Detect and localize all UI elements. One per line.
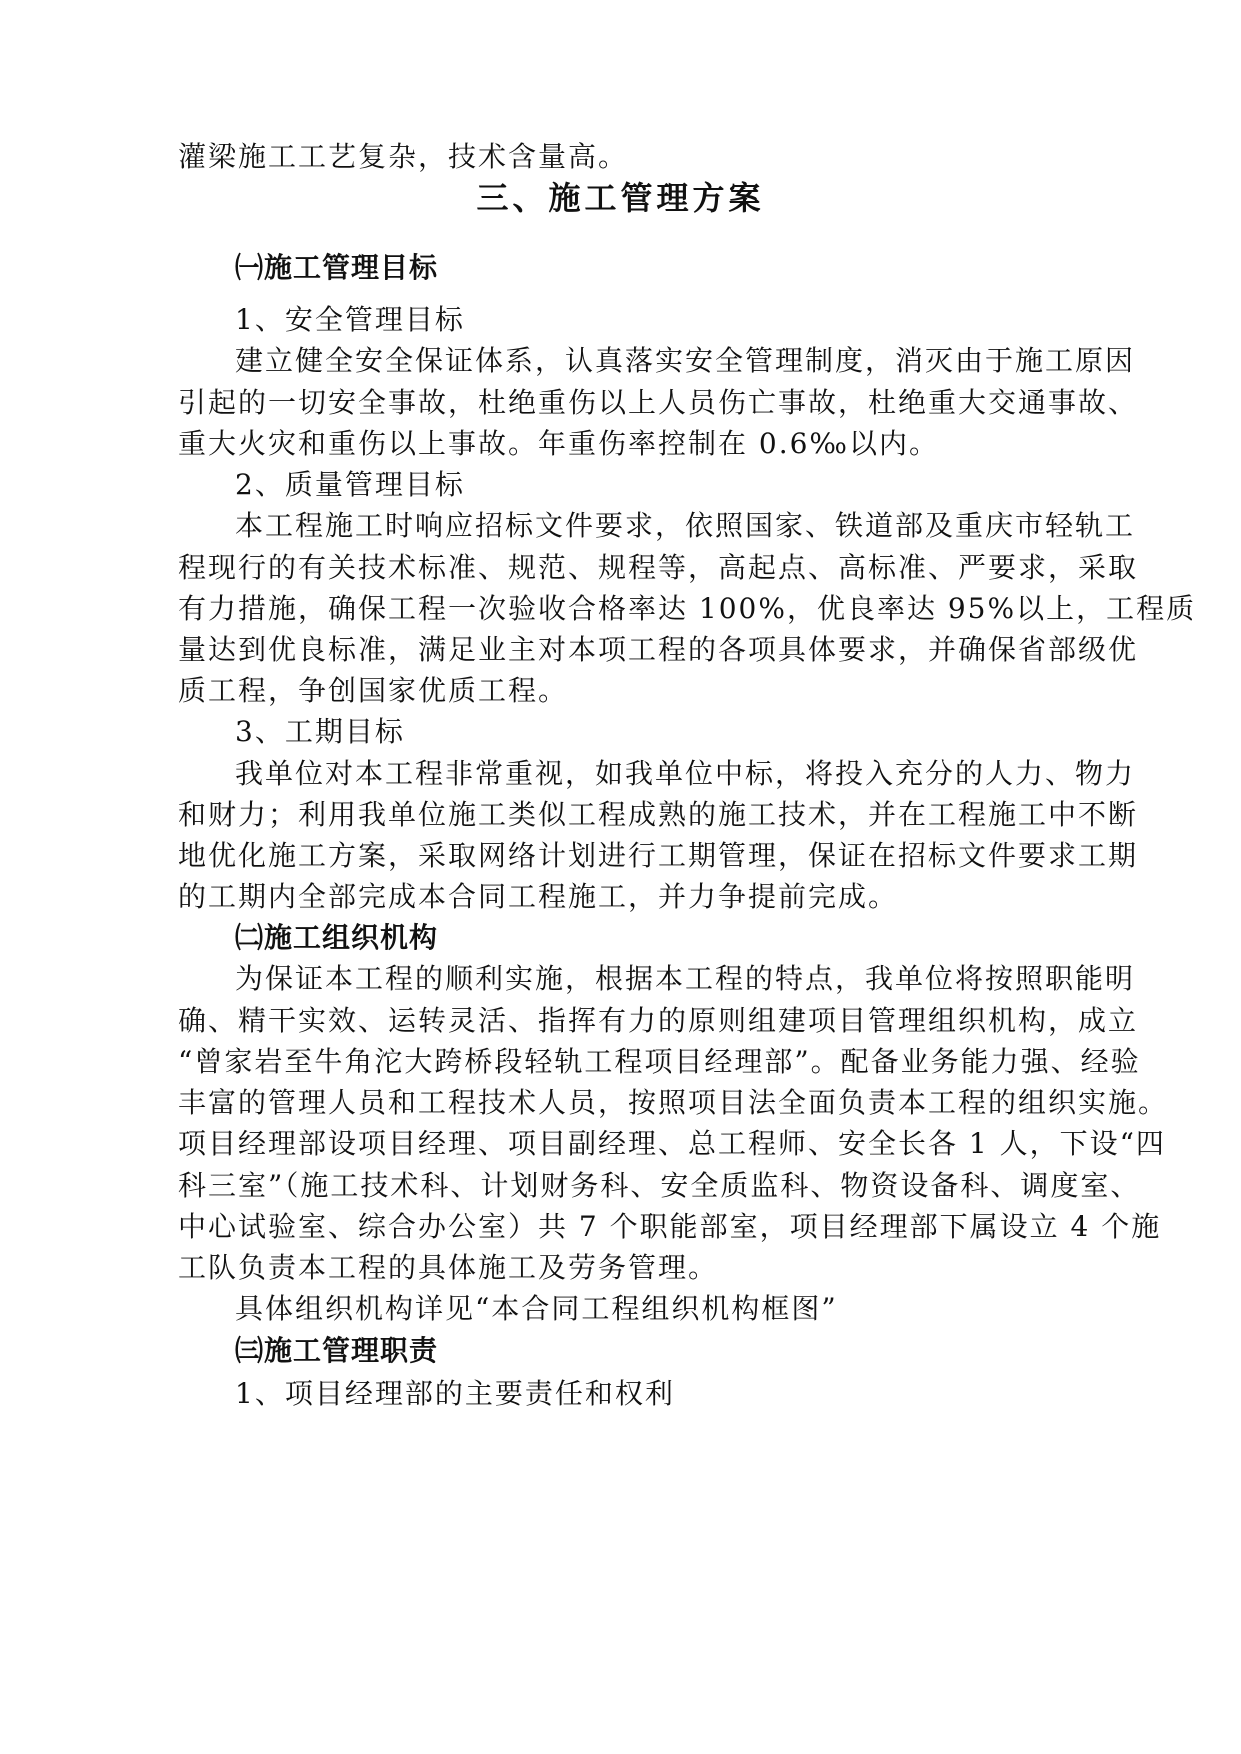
section1-item3-title: 3、工期目标 (235, 715, 405, 748)
section2-reference: 具体组织机构详见“本合同工程组织机构框图” (235, 1292, 838, 1325)
chapter-title: 三、施工管理方案 (476, 179, 765, 217)
intro-tail-line: 灌梁施工工艺复杂，技术含量高。 (178, 140, 629, 173)
paragraph-line: 和财力；利用我单位施工类似工程成熟的施工技术，并在工程施工中不断 (178, 798, 1139, 831)
paragraph-line: 工队负责本工程的具体施工及劳务管理。 (178, 1251, 719, 1284)
section1-item1-title: 1、安全管理目标 (235, 303, 465, 336)
section3-heading: ㈢施工管理职责 (235, 1334, 439, 1367)
section3-item1-title: 1、项目经理部的主要责任和权利 (235, 1377, 675, 1410)
section2-heading: ㈡施工组织机构 (235, 921, 439, 954)
paragraph-line: 质工程，争创国家优质工程。 (178, 674, 569, 707)
paragraph-line: 地优化施工方案，采取网络计划进行工期管理，保证在招标文件要求工期 (178, 839, 1139, 872)
paragraph-line: 量达到优良标准，满足业主对本项工程的各项具体要求，并确保省部级优 (178, 633, 1139, 666)
paragraph-line: 为保证本工程的顺利实施，根据本工程的特点，我单位将按照职能明 (235, 962, 1136, 995)
paragraph-line: 的工期内全部完成本合同工程施工，并力争提前完成。 (178, 880, 899, 913)
paragraph-line: “曾家岩至牛角沱大跨桥段轻轨工程项目经理部”。配备业务能力强、经验 (178, 1045, 1141, 1078)
paragraph-line: 确、精干实效、运转灵活、指挥有力的原则组建项目管理组织机构，成立 (178, 1004, 1139, 1037)
paragraph-line: 程现行的有关技术标准、规范、规程等，高起点、高标准、严要求，采取 (178, 551, 1139, 584)
paragraph-line: 建立健全安全保证体系，认真落实安全管理制度，消灭由于施工原因 (235, 344, 1136, 377)
paragraph-line: 丰富的管理人员和工程技术人员，按照项目法全面负责本工程的组织实施。 (178, 1086, 1169, 1119)
paragraph-line: 本工程施工时响应招标文件要求，依照国家、铁道部及重庆市轻轨工 (235, 509, 1136, 542)
paragraph-line: 重大火灾和重伤以上事故。年重伤率控制在 0.6‰以内。 (178, 427, 940, 460)
paragraph-line: 项目经理部设项目经理、项目副经理、总工程师、安全长各 1 人，下设“四 (178, 1127, 1166, 1160)
paragraph-line: 科三室”（施工技术科、计划财务科、安全质监科、物资设备科、调度室、 (178, 1169, 1141, 1202)
paragraph-line: 引起的一切安全事故，杜绝重伤以上人员伤亡事故，杜绝重大交通事故、 (178, 386, 1139, 419)
section1-item2-title: 2、质量管理目标 (235, 468, 465, 501)
section1-heading: ㈠施工管理目标 (235, 251, 439, 284)
paragraph-line: 有力措施，确保工程一次验收合格率达 100%，优良率达 95%以上，工程质 (178, 592, 1197, 625)
paragraph-line: 中心试验室、综合办公室）共 7 个职能部室，项目经理部下属设立 4 个施 (178, 1210, 1162, 1243)
paragraph-line: 我单位对本工程非常重视，如我单位中标，将投入充分的人力、物力 (235, 757, 1136, 790)
